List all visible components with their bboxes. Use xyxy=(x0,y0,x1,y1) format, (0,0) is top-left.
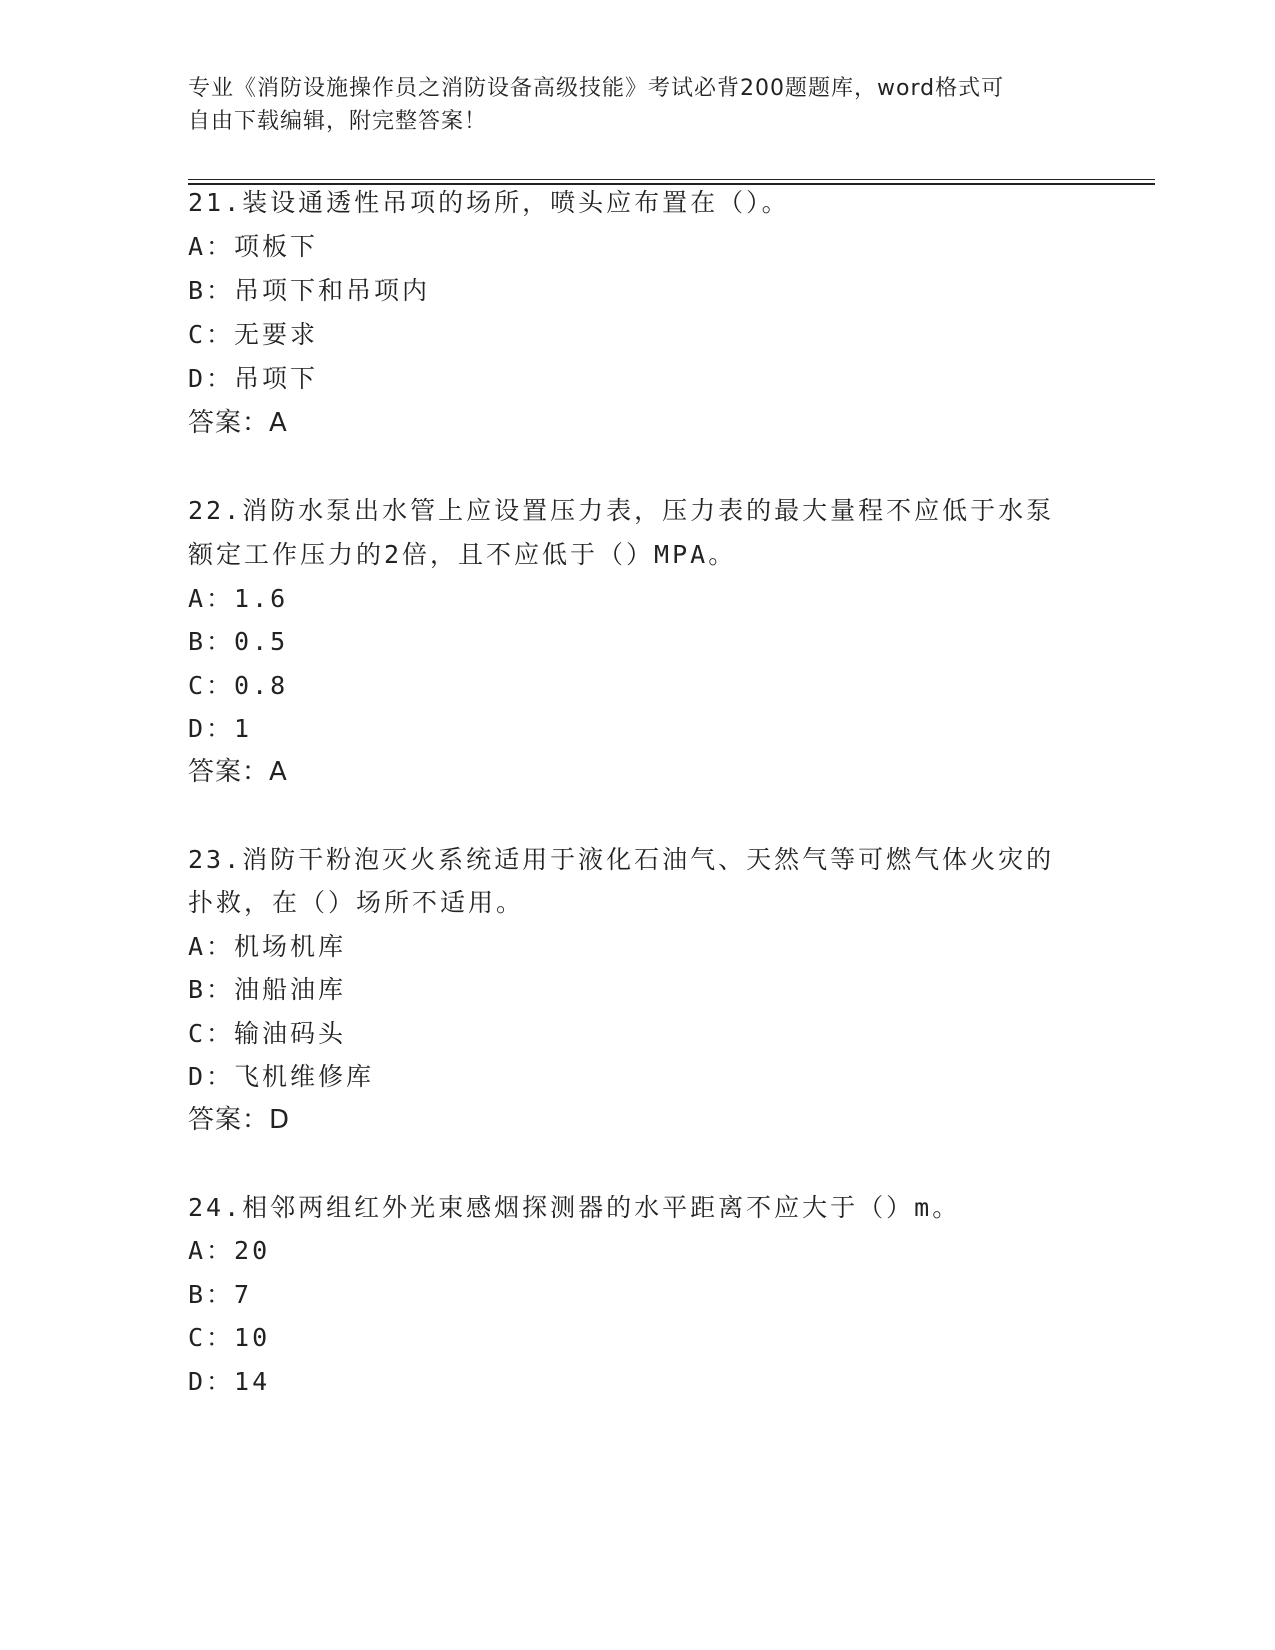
question-22-stem-2: 额定工作压力的2倍，且不应低于（）MPA。 xyxy=(188,540,737,569)
question-22-stem-1: 22.消防水泵出水管上应设置压力表，压力表的最大量程不应低于水泵 xyxy=(188,496,1055,525)
document-header xyxy=(188,72,1088,138)
question-24-option-a: A：20 xyxy=(188,1236,271,1265)
question-22-answer: 答案：A xyxy=(188,757,288,787)
question-22-option-d: D：1 xyxy=(188,714,253,743)
question-24-option-b: B：7 xyxy=(188,1280,253,1309)
question-24-option-d: D：14 xyxy=(188,1367,271,1396)
question-23-option-a: A：机场机库 xyxy=(188,932,347,961)
question-21-option-a: A：项板下 xyxy=(188,232,319,261)
question-23-option-b: B：油船油库 xyxy=(188,975,347,1004)
question-23-stem-1: 23.消防干粉泡灭火系统适用于液化石油气、天然气等可燃气体火灾的 xyxy=(188,845,1055,874)
question-21-answer: 答案：A xyxy=(188,408,288,438)
question-22-option-c: C：0.8 xyxy=(188,671,289,700)
header-divider-thin xyxy=(188,179,1155,180)
question-24-stem-1: 24.相邻两组红外光束感烟探测器的水平距离不应大于（）m。 xyxy=(188,1193,961,1222)
question-23-option-c: C：输油码头 xyxy=(188,1019,347,1048)
question-24-option-c: C：10 xyxy=(188,1323,271,1352)
question-21-stem-1: 21.装设通透性吊项的场所，喷头应布置在（）。 xyxy=(188,188,790,217)
question-21-option-d: D：吊项下 xyxy=(188,364,319,393)
question-23-option-d: D：飞机维修库 xyxy=(188,1062,375,1091)
header-divider-thick xyxy=(188,183,1155,185)
question-22-option-b: B：0.5 xyxy=(188,627,289,656)
question-21-option-b: B：吊项下和吊项内 xyxy=(188,276,431,305)
header-line-1: 专业《消防设施操作员之消防设备高级技能》考试必背200题题库，word格式可 xyxy=(188,76,1005,101)
question-23-answer: 答案：D xyxy=(188,1105,291,1135)
question-22-option-a: A：1.6 xyxy=(188,584,289,613)
question-21-option-c: C：无要求 xyxy=(188,320,319,349)
header-line-2: 自由下载编辑，附完整答案！ xyxy=(188,109,488,134)
question-23-stem-2: 扑救，在（）场所不适用。 xyxy=(188,888,525,917)
